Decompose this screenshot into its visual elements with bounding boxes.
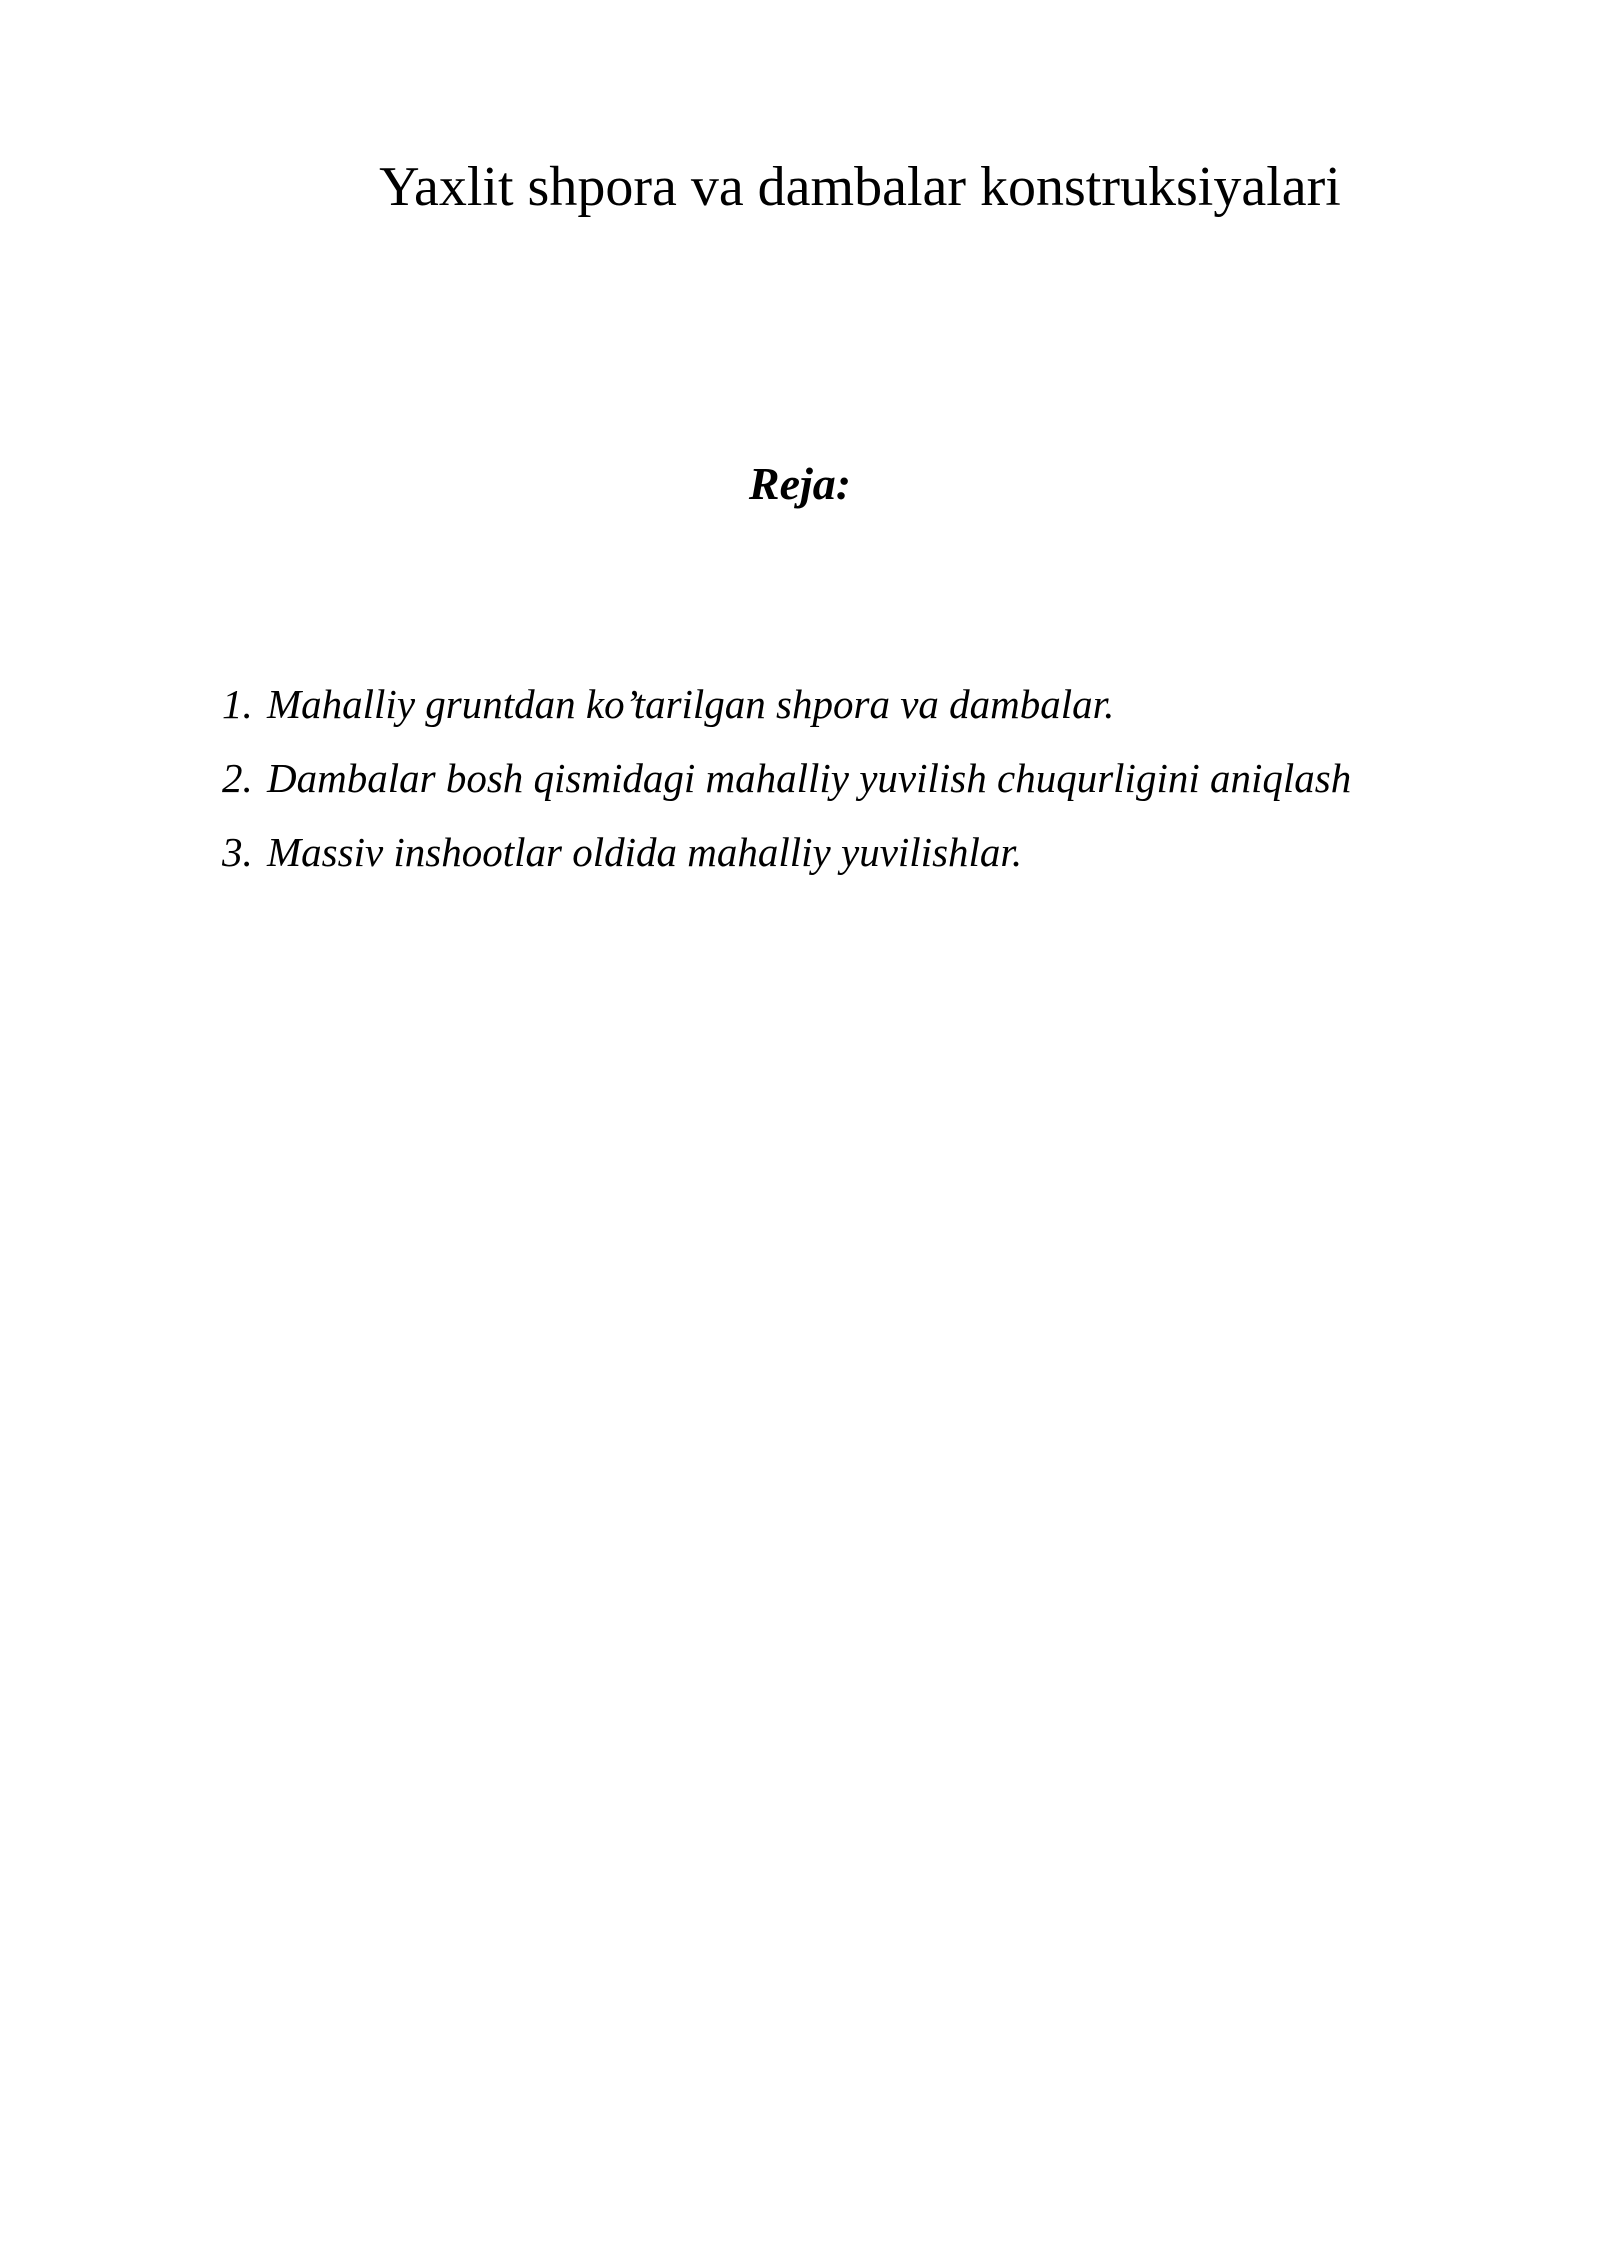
plan-heading: Reja:: [748, 458, 852, 509]
list-item-text: Massiv inshootlar oldida mahalliy yuvilishlar.: [267, 829, 1023, 875]
list-item-text: Dambalar bosh qismidagi mahalliy yuvilish chuqurligini aniqlash: [267, 755, 1352, 801]
list-item: [222, 674, 1522, 748]
document-title: Yaxlit shpora va dambalar konstruksiyalari: [379, 156, 1341, 218]
list-item: [222, 748, 1522, 822]
plan-list: [222, 674, 1522, 896]
list-item-number: 3.: [222, 829, 253, 875]
list-item-number: 2.: [222, 755, 253, 801]
list-item: [222, 822, 1522, 896]
list-item-text: Mahalliy gruntdan ko’tarilgan shpora va dambalar.: [267, 681, 1115, 727]
list-item-number: 1.: [222, 681, 253, 727]
